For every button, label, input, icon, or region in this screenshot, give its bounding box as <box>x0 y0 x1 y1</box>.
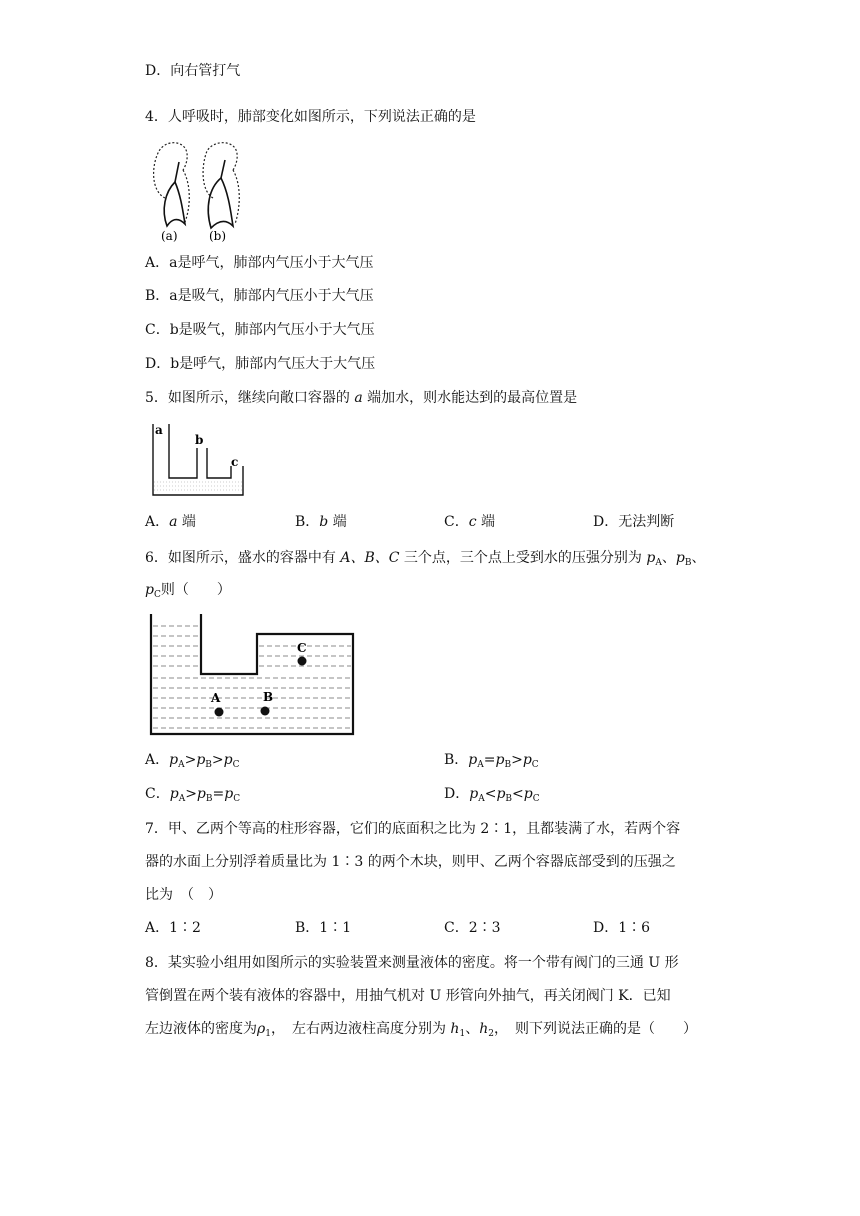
q5-fig-label-c: c <box>231 455 239 469</box>
q7-stem-line1: 7．甲、乙两个等高的柱形容器，它们的底面积之比为 2∶1，且都装满了水，若两个容 <box>145 821 681 837</box>
q6-fig-label-a: A <box>211 691 221 705</box>
q8-stem-line1: 8．某实验小组用如图所示的实验装置来测量液体的密度。将一个带有阀门的三通 U 形 <box>145 955 679 971</box>
q4-fig-label-a: (a) <box>161 229 178 243</box>
q5-stem: 5．如图所示，继续向敞口容器的 a 端加水，则水能达到的最高位置是 <box>145 390 578 406</box>
q7-option-b: B．1∶1 <box>295 920 352 936</box>
q6-fig-label-b: B <box>263 690 274 704</box>
q4-lung-figure <box>145 136 245 246</box>
q4-option-d: D．b是呼气，肺部内气压大于大气压 <box>145 356 376 372</box>
q8-stem-line3: 左边液体的密度为$\rho_1$， 左右两边液柱高度分别为 $h_1$、$h_2$， 则下列说法正确的是（ ） <box>145 1021 697 1039</box>
q7-stem-line3: 比为 （ ） <box>145 887 222 903</box>
q7-option-a: A．1∶2 <box>145 920 201 936</box>
q8-stem-line2: 管倒置在两个装有液体的容器中，用抽气机对 U 形管向外抽气，再关闭阀门 K．已知 <box>145 988 671 1004</box>
q6-fig-label-c: C <box>297 641 307 655</box>
q5-option-d: D．无法判断 <box>593 514 675 530</box>
q6-option-d: D．$p_A<p_B<p_C$ <box>444 786 540 804</box>
q5-fig-label-a: a <box>155 423 163 437</box>
q6-stem-line2: $p_C$则（ ） <box>145 582 231 600</box>
q6-option-b: B．$p_A=p_B>p_C$ <box>444 752 539 770</box>
q3-option-d: D．向右管打气 <box>145 63 241 79</box>
q5-container-figure <box>145 420 250 500</box>
q5-option-c: C．c 端 <box>444 514 496 530</box>
q7-stem-line2: 器的水面上分别浮着质量比为 1∶3 的两个木块，则甲、乙两个容器底部受到的压强之 <box>145 854 676 870</box>
q4-fig-label-b: (b) <box>209 229 227 243</box>
q6-stem-line1: 6．如图所示，盛水的容器中有 A、B、C 三个点，三个点上受到水的压强分别为 $p_A$、$p_B$、 <box>145 550 706 568</box>
q6-option-a: A．$p_A>p_B>p_C$ <box>145 752 240 770</box>
q5-option-a: A．a 端 <box>145 514 196 530</box>
q5-option-b: B．b 端 <box>295 514 347 530</box>
q4-option-a: A．a是呼气，肺部内气压小于大气压 <box>145 255 374 271</box>
q4-option-b: B．a是吸气，肺部内气压小于大气压 <box>145 288 374 304</box>
q7-option-d: D．1∶6 <box>593 920 651 936</box>
q5-fig-label-b: b <box>195 433 204 447</box>
q6-option-c: C．$p_A>p_B=p_C$ <box>145 786 241 804</box>
q7-option-c: C．2∶3 <box>444 920 501 936</box>
q4-option-c: C．b是吸气，肺部内气压小于大气压 <box>145 322 375 338</box>
q4-stem: 4．人呼吸时，肺部变化如图所示，下列说法正确的是 <box>145 109 476 125</box>
q6-container-figure <box>145 612 360 737</box>
